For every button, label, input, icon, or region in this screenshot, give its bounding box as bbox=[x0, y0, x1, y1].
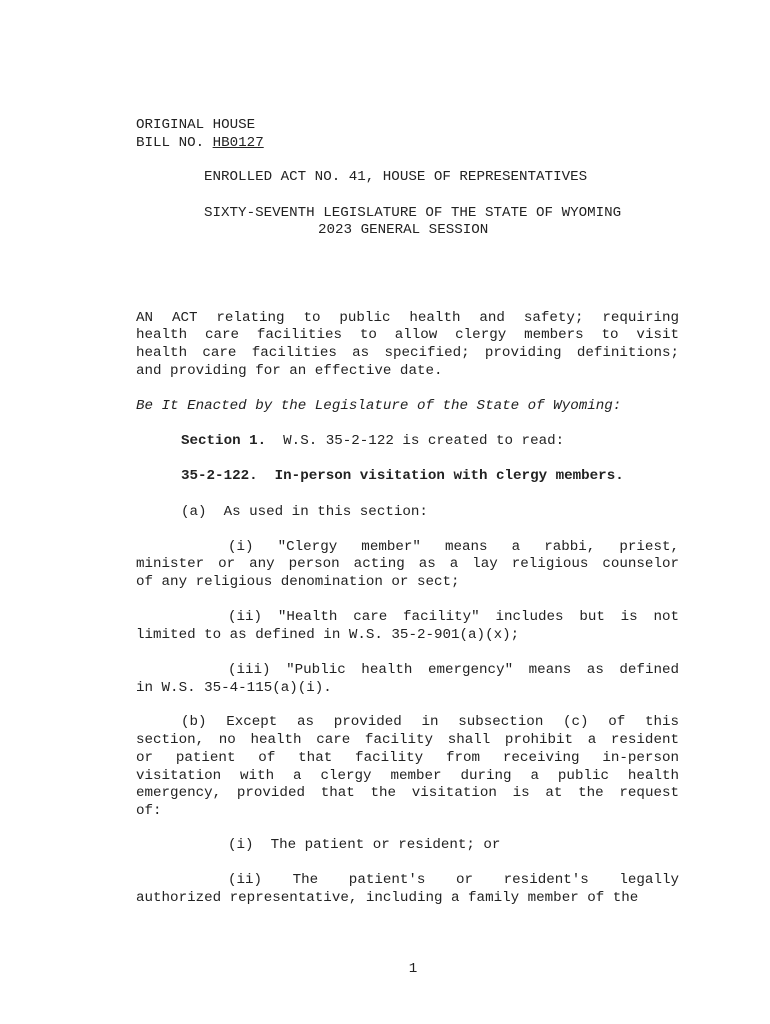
bill-number-prefix: BILL NO. bbox=[136, 135, 213, 151]
subsection-b-line-1: (b) Except as provided in subsection (c) of this bbox=[181, 714, 679, 730]
subsection-b-item-i: (i) The patient or resident; or bbox=[228, 837, 501, 853]
legislature-line: SIXTY-SEVENTH LEGISLATURE OF THE STATE OF WYOMING bbox=[204, 205, 622, 221]
subsection-b-item-ii-line-2: authorized representative, including a family member of the bbox=[136, 890, 639, 906]
section-1-line bbox=[181, 433, 724, 451]
title-line-3: health care facilities as specified; providing definitions; bbox=[136, 345, 679, 361]
section-1-label: Section 1. bbox=[181, 433, 267, 449]
title-line-2: health care facilities to allow clergy members to visit bbox=[136, 327, 679, 343]
subsection-b-line-4: visitation with a clergy member during a public health bbox=[136, 768, 679, 784]
subsection-b-line-2: section, no health care facility shall prohibit a resident bbox=[136, 732, 679, 748]
subsection-b-item-ii-line-1: (ii) The patient's or resident's legally bbox=[228, 872, 679, 888]
definition-i-line-3: of any religious denomination or sect; bbox=[136, 574, 460, 590]
subsection-b-line-5: emergency, provided that the visitation is at the request bbox=[136, 785, 679, 801]
enacting-clause: Be It Enacted by the Legislature of the State of Wyoming: bbox=[136, 398, 622, 414]
title-line-1: AN ACT relating to public health and safety; requiring bbox=[136, 310, 679, 326]
definition-iii-line-2: in W.S. 35-4-115(a)(i). bbox=[136, 680, 332, 696]
subsection-b-line-3: or patient of that facility from receiving in-person bbox=[136, 750, 679, 766]
title-line-4: and providing for an effective date. bbox=[136, 363, 443, 379]
section-1-text: W.S. 35-2-122 is created to read: bbox=[266, 433, 565, 449]
definition-i-line-1: (i) "Clergy member" means a rabbi, priest, bbox=[228, 539, 679, 555]
definition-ii-line-1: (ii) "Health care facility" includes but is not bbox=[228, 609, 679, 625]
statute-heading: 35-2-122. In-person visitation with clergy members. bbox=[181, 468, 624, 484]
original-house-label: ORIGINAL HOUSE bbox=[136, 117, 256, 133]
subsection-a-intro: (a) As used in this section: bbox=[181, 504, 428, 520]
bill-number-line bbox=[136, 135, 679, 153]
definition-ii-line-2: limited to as defined in W.S. 35-2-901(a)(x); bbox=[136, 627, 520, 643]
definition-i-line-2: minister or any person acting as a lay religious counselor bbox=[136, 556, 679, 572]
session-line: 2023 GENERAL SESSION bbox=[318, 222, 489, 238]
page-number: 1 bbox=[408, 961, 418, 977]
subsection-b-line-6: of: bbox=[136, 803, 162, 819]
enrolled-act-line: ENROLLED ACT NO. 41, HOUSE OF REPRESENTATIVES bbox=[204, 169, 588, 185]
bill-number: HB0127 bbox=[212, 135, 264, 151]
definition-iii-line-1: (iii) "Public health emergency" means as defined bbox=[228, 662, 679, 678]
